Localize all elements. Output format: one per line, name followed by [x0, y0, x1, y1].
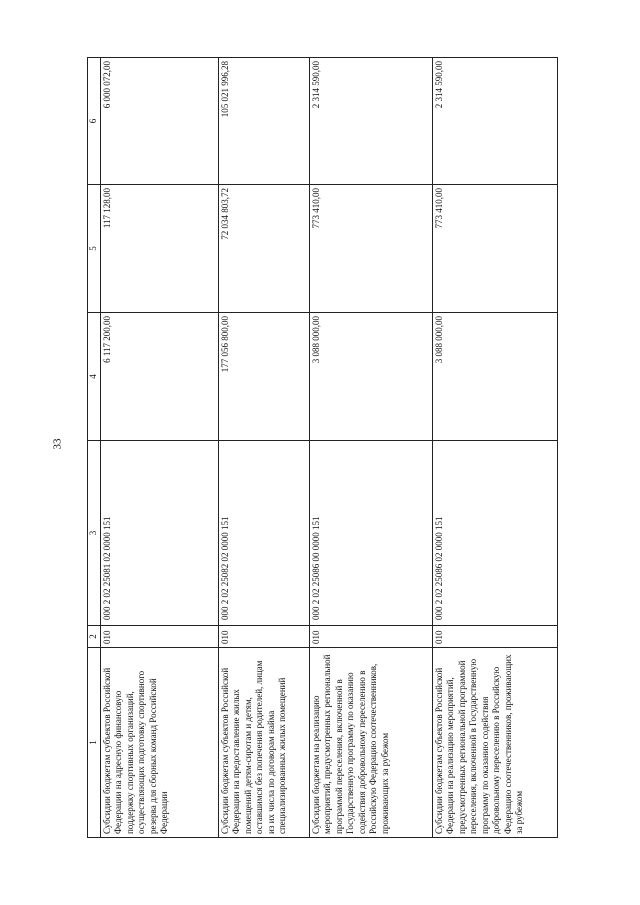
page-number: 33 [51, 438, 64, 450]
budget-code-cell: 000 2 02 25086 02 0000 151 [432, 441, 557, 626]
remainder-cell: 6 000 072,00 [100, 58, 218, 185]
rotated-table-wrapper [87, 58, 557, 838]
column-header: 5 [88, 185, 101, 313]
table-row [309, 58, 432, 838]
admin-code-cell: 010 [218, 626, 309, 648]
column-header: 3 [88, 441, 101, 626]
budget-code-cell: 000 2 02 25081 02 0000 151 [100, 441, 218, 626]
plan-cell: 6 117 200,00 [100, 313, 218, 441]
column-header: 2 [88, 626, 101, 648]
fact-cell: 773 410,00 [432, 185, 557, 313]
admin-code-cell: 010 [432, 626, 557, 648]
row-name-cell: Субсидии бюджетам субъектов Российской Федерации на адресную финансовую поддержку спортивных организаций, осуществляющих подготовку спортивного резерва для сборных команд Российской Федерации [100, 648, 218, 838]
remainder-cell: 2 314 590,00 [432, 58, 557, 185]
budget-table [87, 57, 558, 838]
budget-code-cell: 000 2 02 25086 00 0000 151 [309, 441, 432, 626]
fact-cell: 117 128,00 [100, 185, 218, 313]
row-name-cell: Субсидии бюджетам субъектов Российской Федерации на предоставление жилых помещений детям-сиротам и детям, оставшимся без попечения родителей, лицам из их числа по договорам найма специализированных жилых помещений [218, 648, 309, 838]
plan-cell: 3 088 000,00 [432, 313, 557, 441]
plan-cell: 177 056 800,00 [218, 313, 309, 441]
column-header: 1 [88, 648, 101, 838]
row-name-cell: Субсидии бюджетам на реализацию мероприятий, предусмотренных региональной программой переселения, включенной в Государственную программу по оказанию содействия добровольному переселению в Российскую Федерацию соотечественников, проживающих за рубежом [309, 648, 432, 838]
table-row [100, 58, 218, 838]
admin-code-cell: 010 [100, 626, 218, 648]
budget-code-cell: 000 2 02 25082 02 0000 151 [218, 441, 309, 626]
admin-code-cell: 010 [309, 626, 432, 648]
column-header: 6 [88, 58, 101, 185]
fact-cell: 773 410,00 [309, 185, 432, 313]
header-row [88, 58, 101, 838]
row-name-cell: Субсидии бюджетам субъектов Российской Федерации на реализацию мероприятий, предусмотренных региональной программой переселения, включенной в Государственную программу по оказанию содействия добровольному переселению в Российскую Федерацию соотечественников, проживающих за рубежом [432, 648, 557, 838]
table-row [218, 58, 309, 838]
fact-cell: 72 034 803,72 [218, 185, 309, 313]
table-row [432, 58, 557, 838]
plan-cell: 3 088 000,00 [309, 313, 432, 441]
table-container [87, 58, 557, 838]
remainder-cell: 2 314 590,00 [309, 58, 432, 185]
remainder-cell: 105 021 996,28 [218, 58, 309, 185]
column-header: 4 [88, 313, 101, 441]
